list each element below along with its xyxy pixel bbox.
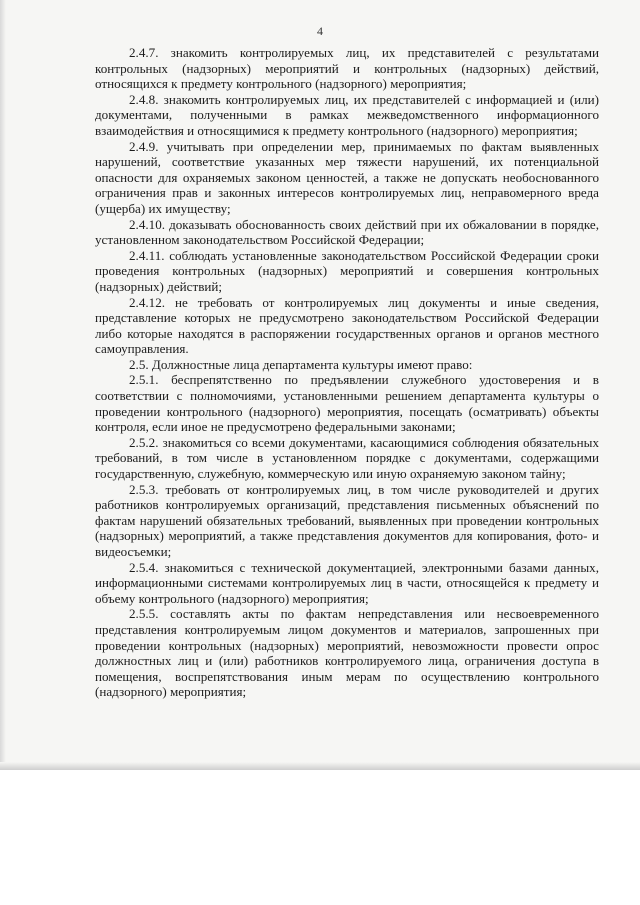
scan-shadow-left [0,0,6,768]
paragraph-2-5-2: 2.5.2. знакомиться со всеми документами, касающимися соблюдения обязательных требований, в том числе в установленном порядке с документами, содержащими государственную, служебную, коммерческую или иную охраняемую законом тайну; [95,434,599,482]
paragraph-2-5-3: 2.5.3. требовать от контролируемых лиц, в том числе руководителей и других работников контролируемых организаций, представления письменных объяснений по фактам нарушений обязательных требований, выявленных при проведении контрольных (надзорных) мероприятий, а также представления документов для копирования, фото- и видеосъемки; [95,481,599,559]
page-number: 4 [317,24,323,38]
paragraph-2-5-1: 2.5.1. беспрепятственно по предъявлении служебного удостоверения и в соответствии с полномочиями, установленными решением департамента культуры о проведении контрольного (надзорного) мероприятия, посещать (осматривать) объекты контроля, если иное не предусмотрено федеральными законами; [95,372,599,435]
scan-shadow-bottom [0,762,640,770]
document-body [95,45,599,700]
paragraph-2-4-7: 2.4.7. знакомить контролируемых лиц, их представителей с результатами контрольных (надзорных) мероприятий и контрольных (надзорных) действий, относящихся к предмету контрольного (надзорного) мероприятия; [95,45,599,92]
paragraph-2-5-4: 2.5.4. знакомиться с технической документацией, электронными базами данных, информационными системами контролируемых лиц в части, относящейся к предмету и объему контрольного (надзорного) мероприятия; [95,559,599,606]
paragraph-2-4-11: 2.4.11. соблюдать установленные законодательством Российской Федерации сроки проведения контрольных (надзорных) мероприятий и совершения контрольных (надзорных) действий; [95,247,599,294]
paragraph-2-4-8: 2.4.8. знакомить контролируемых лиц, их представителей с информацией и (или) документами, полученными в рамках межведомственного информационного взаимодействия и относящимися к предмету контрольного (надзорного) мероприятия; [95,91,599,138]
paragraph-2-4-12: 2.4.12. не требовать от контролируемых лиц документы и иные сведения, представление которых не предусмотрено законодательством Российской Федерации либо которые находятся в распоряжении государственных органов и органов местного самоуправления. [95,294,599,357]
paragraph-2-5-5: 2.5.5. составлять акты по фактам непредставления или несвоевременного представления контролируемым лицом документов и материалов, запрошенных при проведении контрольных (надзорных) мероприятий, невозможности провести опрос должностных лиц и (или) работников контролируемого лица, ограничения доступа в помещения, воспрепятствования иным мерам по осуществлению контрольного (надзорного) мероприятия; [95,606,599,700]
section-heading-2-5: 2.5. Должностные лица департамента культуры имеют право: [129,356,473,372]
paragraph-2-4-9: 2.4.9. учитывать при определении мер, принимаемых по фактам выявленных нарушений, соответствие указанных мер тяжести нарушений, их потенциальной опасности для охраняемых законом ценностей, а также не допускать необоснованного ограничения прав и законных интересов контролируемых лиц, неправомерного вреда (ущерба) их имуществу; [95,138,599,216]
paragraph-2-4-10: 2.4.10. доказывать обоснованность своих действий при их обжаловании в порядке, установленном законодательством Российской Федерации; [95,216,599,248]
